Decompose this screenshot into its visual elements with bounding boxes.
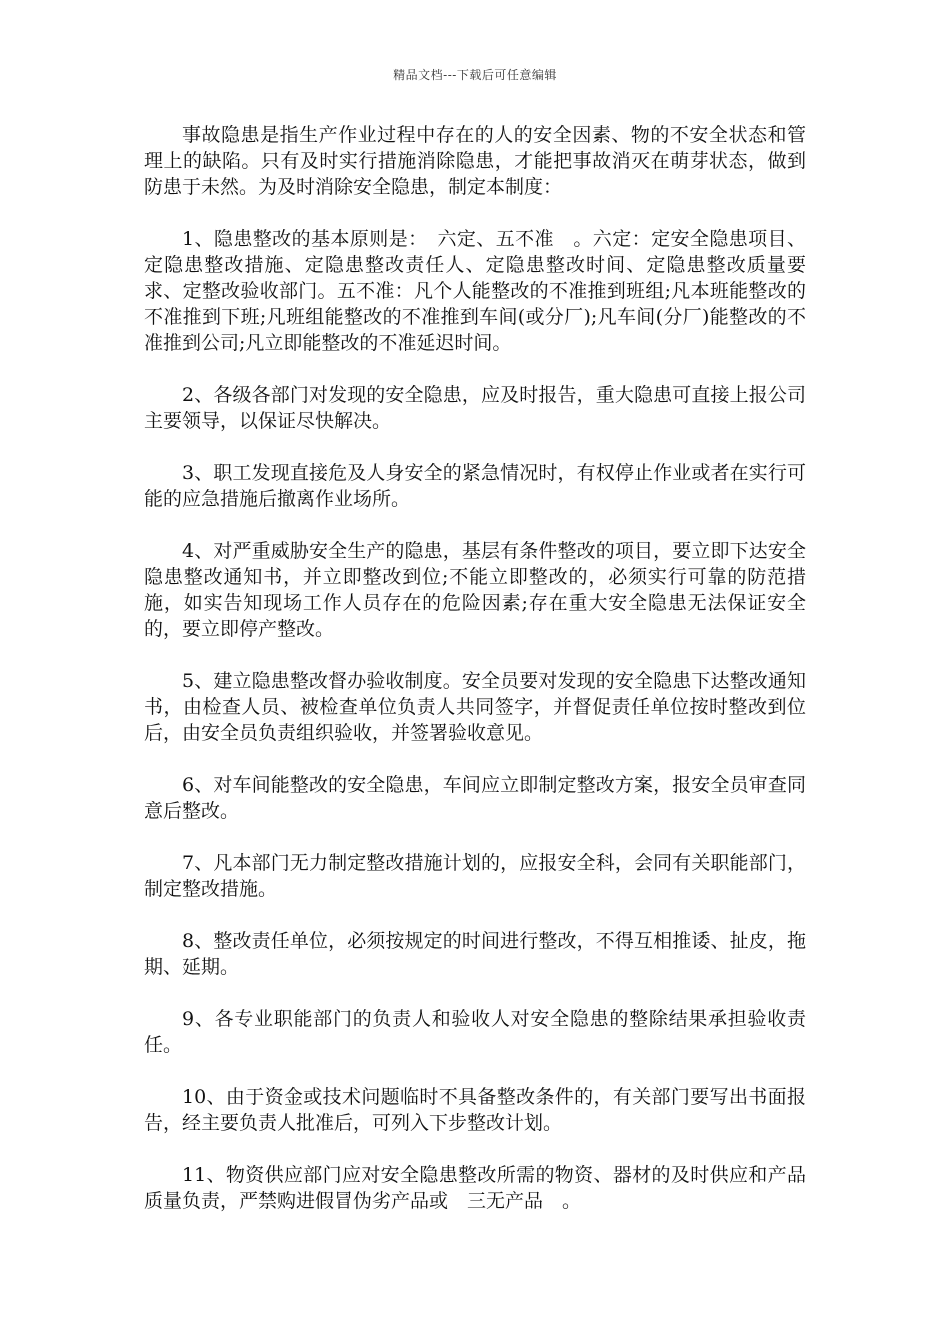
clause-9-paragraph: 9、各专业职能部门的负责人和验收人对安全隐患的整除结果承担验收责任。 <box>144 1008 806 1056</box>
clause-4-paragraph: 4、对严重威胁安全生产的隐患，基层有条件整改的项目，要立即下达安全隐患整改通知书，并立即整改到位;不能立即整改的，必须实行可靠的防范措施，如实告知现场工作人员存在的危险因素;存在重大安全隐患无法保证安全的，要立即停产整改。 <box>144 540 806 640</box>
clause-6-paragraph: 6、对车间能整改的安全隐患，车间应立即制定整改方案，报安全员审查同意后整改。 <box>144 774 806 822</box>
clause-7-paragraph: 7、凡本部门无力制定整改措施计划的，应报安全科，会同有关职能部门，制定整改措施。 <box>144 852 806 900</box>
clause-2-paragraph: 2、各级各部门对发现的安全隐患，应及时报告，重大隐患可直接上报公司主要领导，以保证尽快解决。 <box>144 384 806 432</box>
clause-10-paragraph: 10、由于资金或技术问题临时不具备整改条件的，有关部门要写出书面报告，经主要负责人批准后，可列入下步整改计划。 <box>144 1086 806 1134</box>
intro-paragraph: 事故隐患是指生产作业过程中存在的人的安全因素、物的不安全状态和管理上的缺陷。只有及时实行措施消除隐患，才能把事故消灭在萌芽状态，做到防患于未然。为及时消除安全隐患，制定本制度： <box>144 124 806 198</box>
clause-3-paragraph: 3、职工发现直接危及人身安全的紧急情况时，有权停止作业或者在实行可能的应急措施后撤离作业场所。 <box>144 462 806 510</box>
clause-1-paragraph: 1、隐患整改的基本原则是： 六定、五不准 。六定：定安全隐患项目、定隐患整改措施、定隐患整改责任人、定隐患整改时间、定隐患整改质量要求、定整改验收部门。五不准：凡个人能整改的不准推到班组;凡本班能整改的不准推到下班;凡班组能整改的不准推到车间(或分厂);凡车间(分厂)能整改的不准推到公司;凡立即能整改的不准延迟时间。 <box>144 228 806 354</box>
clause-11-paragraph: 11、物资供应部门应对安全隐患整改所需的物资、器材的及时供应和产品质量负责，严禁购进假冒伪劣产品或 三无产品 。 <box>144 1164 806 1212</box>
document-body <box>144 122 806 1240</box>
page-header: 精品文档---下载后可任意编辑 <box>393 68 557 82</box>
clause-8-paragraph: 8、整改责任单位，必须按规定的时间进行整改，不得互相推诿、扯皮，拖期、延期。 <box>144 930 806 978</box>
clause-5-paragraph: 5、建立隐患整改督办验收制度。安全员要对发现的安全隐患下达整改通知书，由检查人员、被检查单位负责人共同签字，并督促责任单位按时整改到位后，由安全员负责组织验收，并签署验收意见。 <box>144 670 806 744</box>
